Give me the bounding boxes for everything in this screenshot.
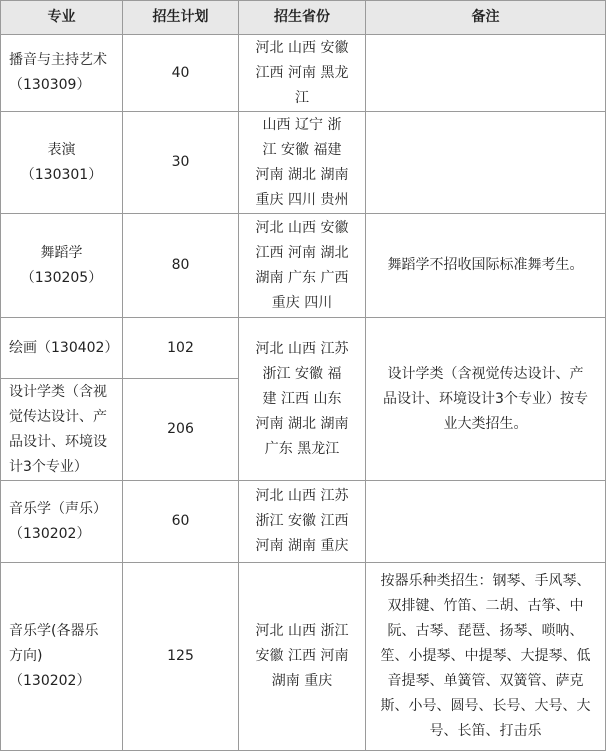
row-5-major-text: 音乐学（声乐） （130202） bbox=[9, 500, 107, 542]
grid-line-h7 bbox=[0, 562, 606, 563]
table-row-0-plan bbox=[123, 35, 238, 111]
table-row-5-notes bbox=[366, 481, 605, 562]
table-row-1-major bbox=[1, 112, 122, 213]
table-row-3-plan bbox=[123, 318, 238, 378]
row-2-major-text: 舞蹈学 （130205） bbox=[20, 244, 103, 286]
merged-art-design-notes bbox=[366, 318, 605, 480]
grid-line-h3 bbox=[0, 213, 606, 214]
row-1-provinces-text: 山西 辽宁 浙 江 安徽 福建 河南 湖北 湖南 重庆 四川 贵州 bbox=[255, 116, 349, 208]
header-plan-label: 招生计划 bbox=[152, 9, 209, 25]
grid-line-h5-partial bbox=[0, 378, 239, 379]
merged-provinces-text: 河北 山西 江苏 浙江 安徽 福 建 江西 山东 河南 湖北 湖南 广东 黑龙江 bbox=[255, 340, 349, 457]
table-row-5-plan bbox=[123, 481, 238, 562]
table-row-2-major bbox=[1, 214, 122, 317]
row-6-note-text: 按器乐种类招生：钢琴、手风琴、 双排键、竹笛、二胡、古筝、中 阮、古琴、琵琶、扬琴、唢呐、 笙、小提琴、中提琴、大提琴、低 音提琴、单簧管、双簧管、萨克 斯、小号、圆号、长号、大号、大 号、长笛、打击乐 bbox=[380, 573, 591, 739]
header-provinces bbox=[239, 1, 365, 34]
row-3-major-text: 绘画（130402） bbox=[9, 339, 119, 356]
table-row-1-provinces bbox=[239, 112, 365, 213]
row-5-provinces-text: 河北 山西 江苏 浙江 安徽 江西 河南 湖南 重庆 bbox=[255, 488, 349, 554]
row-3-plan-text: 102 bbox=[167, 339, 194, 356]
table-row-6-major bbox=[1, 563, 122, 750]
row-2-note-text: 舞蹈学不招收国际标准舞考生。 bbox=[387, 257, 584, 273]
grid-line-v1 bbox=[122, 0, 123, 751]
row-2-provinces-text: 河北 山西 安徽 江西 河南 湖北 湖南 广东 广西 重庆 四川 bbox=[255, 219, 349, 311]
row-0-plan-text: 40 bbox=[171, 64, 190, 81]
row-4-plan-text: 206 bbox=[167, 421, 194, 437]
row-1-major-text: 表演 （130301） bbox=[20, 141, 103, 183]
table-row-6-provinces bbox=[239, 563, 365, 750]
table-row-0-provinces bbox=[239, 35, 365, 111]
merged-note-text: 设计学类（含视觉传达设计、产 品设计、环境设计3个专业）按专 业大类招生。 bbox=[383, 365, 588, 432]
merged-art-design-provinces bbox=[239, 318, 365, 480]
table-row-1-plan bbox=[123, 112, 238, 213]
table-row-0-notes bbox=[366, 35, 605, 111]
header-plan bbox=[123, 1, 238, 34]
row-6-plan-text: 125 bbox=[167, 648, 194, 664]
row-2-plan-text: 80 bbox=[171, 257, 190, 273]
grid-line-h6 bbox=[0, 480, 606, 481]
header-notes bbox=[366, 1, 605, 34]
row-6-major-text: 音乐学(各器乐 方向) （130202） bbox=[9, 623, 99, 689]
grid-line-h4 bbox=[0, 317, 606, 318]
row-6-provinces-text: 河北 山西 浙江 安徽 江西 河南 湖南 重庆 bbox=[255, 623, 349, 689]
table-row-2-provinces bbox=[239, 214, 365, 317]
row-4-major-text: 设计学类（含视 觉传达设计、产 品设计、环境设 计3个专业） bbox=[9, 383, 107, 475]
table-row-5-provinces bbox=[239, 481, 365, 562]
table-row-3-major bbox=[1, 318, 122, 378]
table-row-5-major bbox=[1, 481, 122, 562]
table-row-6-plan bbox=[123, 563, 238, 750]
table-row-4-major bbox=[1, 379, 122, 480]
grid-line-left bbox=[0, 0, 1, 751]
header-major-label: 专业 bbox=[47, 9, 76, 25]
table-row-1-notes bbox=[366, 112, 605, 213]
header-notes-label: 备注 bbox=[471, 9, 500, 25]
table-row-0-major bbox=[1, 35, 122, 111]
grid-line-v3 bbox=[365, 0, 366, 751]
header-major bbox=[1, 1, 122, 34]
grid-line-top bbox=[0, 0, 606, 1]
row-0-major-text: 播音与主持艺术 （130309） bbox=[9, 52, 107, 93]
header-provinces-label: 招生省份 bbox=[274, 9, 330, 25]
row-5-plan-text: 60 bbox=[171, 513, 190, 529]
table-row-4-plan bbox=[123, 379, 238, 480]
table-row-2-plan bbox=[123, 214, 238, 317]
grid-line-v2 bbox=[238, 0, 239, 751]
row-0-provinces-text: 河北 山西 安徽 江西 河南 黑龙 江 bbox=[255, 39, 349, 106]
row-1-plan-text: 30 bbox=[171, 154, 190, 170]
table-row-6-notes bbox=[366, 563, 605, 750]
grid-line-h1 bbox=[0, 34, 606, 35]
table-row-2-notes bbox=[366, 214, 605, 317]
grid-line-h2 bbox=[0, 111, 606, 112]
